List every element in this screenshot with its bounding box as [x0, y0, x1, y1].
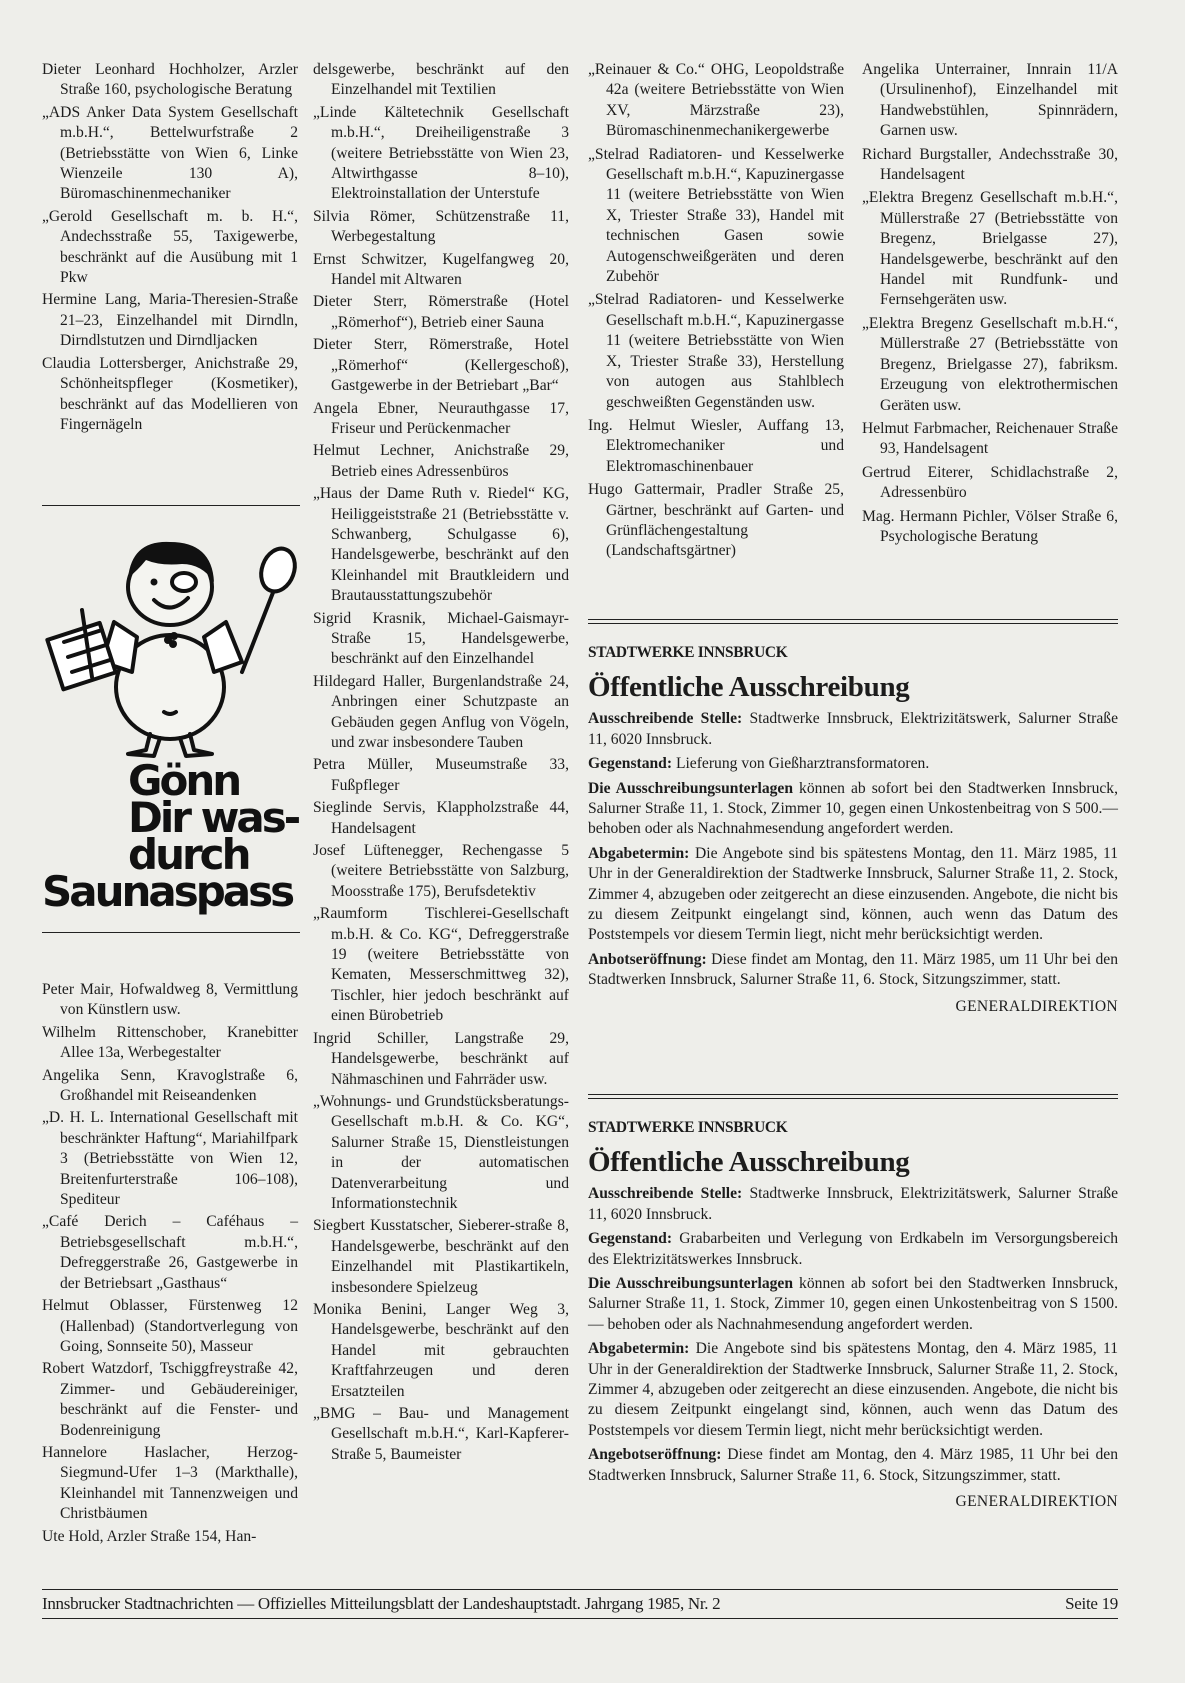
list-item: Peter Mair, Hofwaldweg 8, Vermittlung von Künstlern usw. — [42, 981, 298, 1019]
notice-paragraph: Die Ausschreibungsunterlagen können ab sofort bei den Stadtwerken Innsbruck, Salurner Straße 11, 1. Stock, Zimmer 10, gegen einen Unkostenbeitrag von S 500.— behoben oder als Nachnahmesendung angefordert werden. — [588, 779, 1118, 838]
list-item: Monika Benini, Langer Weg 3, Handelsgewerbe, beschränkt auf den Handel mit gebrauchten Kraftfahrzeugen und deren Ersatzteilen — [313, 1300, 569, 1400]
notice-label: Abgabetermin: — [588, 844, 690, 862]
list-item: Ute Hold, Arzler Straße 154, Han- — [42, 1527, 257, 1545]
slogan-line: durch — [128, 830, 249, 879]
list-item: Helmut Farbmacher, Reichenauer Straße 93, Handelsagent — [862, 419, 1118, 458]
list-item: „Haus der Dame Ruth v. Riedel“ KG, Heiliggeiststraße 21 (Betriebsstätte v. Schwanberg, Schulgasse 6), Handelsgewerbe, beschränkt auf den Kleinhandel mit Brautkleidern und Brautausstattungszubehör — [313, 485, 569, 605]
list-item: Sieglinde Servis, Klappholzstraße 44, Handelsagent — [313, 799, 569, 837]
ad-bottom-divider — [42, 932, 300, 933]
list-item: „Café Derich – Caféhaus – Betriebsgesellschaft m.b.H.“, Defreggerstraße 26, Gastgewerbe in der Betriebsart „Gasthaus“ — [42, 1213, 298, 1292]
list-item: „Elektra Bregenz Gesellschaft m.b.H.“, Müllerstraße 27 (Betriebsstätte von Bregenz, Brielgasse 27), Handelsgewerbe, beschränkt auf den Handel mit Rundfunk- und Fernsehgeräten usw. — [862, 189, 1118, 309]
list-item: „Stelrad Radiatoren- und Kesselwerke Gesellschaft m.b.H.“, Kapuzinergasse 11 (weitere Betriebsstätte von Wien X, Triester Straße 33), Herstellung von autogen aus Stahlblech geschweißten Gegenständen usw. — [588, 291, 844, 411]
notice-label: Anbotseröffnung: — [588, 950, 707, 968]
list-item: „Linde Kältetechnik Gesellschaft m.b.H.“, Dreiheiligenstraße 3 (weitere Betriebsstätte von Wien 23, Altwirthgasse 8–10), Elektroinstallation der Unterstufe — [313, 103, 569, 203]
notice-paragraph: Abgabetermin: Die Angebote sind bis spätestens Montag, den 4. März 1985, 11 Uhr in der Generaldirektion der Stadtwerke Innsbruck, Salurner Straße 11, 2. Stock, Zimmer 4, abzugeben oder zeitgerecht an diese einzusenden. Angebote, die nicht bis zu diesem Zeitpunkt eingelangt sind, können, auch wenn das Datum des Poststempels vor diesem Termin liegt, nicht mehr berücksichtigt werden. — [588, 1340, 1118, 1439]
slogan-line: Saunaspass — [42, 867, 293, 916]
list-item: Siegbert Kusstatscher, Sieberer-straße 8, Handelsgewerbe, beschränkt auf den Einzelhandel mit Plastikartikeln, insbesondere Spielzeug — [313, 1217, 569, 1296]
notice-label: Gegenstand: — [588, 755, 673, 773]
list-item: Dieter Leonhard Hochholzer, Arzler Straße 160, psychologische Beratung — [42, 61, 298, 99]
list-item: Ernst Schwitzer, Kugelfangweg 20, Handel mit Altwaren — [313, 250, 569, 289]
notice-divider — [588, 1094, 1118, 1099]
list-item: Wilhelm Rittenschober, Kranebitter Allee 13a, Werbegestalter — [42, 1023, 298, 1062]
notice-paragraph: Ausschreibende Stelle: Stadtwerke Innsbruck, Elektrizitätswerk, Salurner Straße 11, 6020 Innsbruck. — [588, 1185, 1118, 1223]
notice-label: Angebotseröffnung: — [588, 1446, 722, 1464]
sauna-mascot-icon — [42, 512, 300, 762]
notice-label: Die Ausschreibungsunterlagen — [588, 1275, 794, 1293]
list-item: „Wohnungs- und Grundstücksberatungs-Gesellschaft m.b.H. & Co. KG“, Salurner Straße 15, Dienstleistungen in der automatischen Datenverarbeitung und Informationstechnik — [313, 1092, 569, 1212]
footer-bottom-divider — [42, 1618, 1118, 1619]
list-item: delsgewerbe, beschränkt auf den Einzelhandel mit Textilien — [313, 61, 569, 99]
notice-paragraph: Ausschreibende Stelle: Stadtwerke Innsbruck, Elektrizitätswerk, Salurner Straße 11, 6020 Innsbruck. — [588, 710, 1118, 748]
publication-title: Innsbrucker Stadtnachrichten — Offizielles Mitteilungsblatt der Landeshauptstadt. Jahrgang 1985, Nr. 2 — [42, 1594, 721, 1613]
column-1-bottom — [42, 980, 298, 1549]
column-1-top — [42, 60, 298, 437]
list-item: Josef Lüftenegger, Rechengasse 5 (weitere Betriebsstätte von Salzburg, Moosstraße 175), Berufsdetektiv — [313, 842, 569, 900]
list-item: Helmut Lechner, Anichstraße 29, Betrieb eines Adressenbüros — [313, 442, 569, 480]
list-item: Hugo Gattermair, Pradler Straße 25, Gärtner, beschränkt auf Garten- und Grünflächengestaltung (Landschaftsgärtner) — [588, 481, 844, 560]
notice-label: Abgabetermin: — [588, 1340, 690, 1358]
column-3 — [588, 60, 844, 565]
column-2 — [313, 60, 569, 1467]
public-tender-notice-2 — [588, 1118, 1118, 1513]
list-item: Silvia Römer, Schützenstraße 11, Werbegestaltung — [313, 207, 569, 246]
sauna-advertisement — [42, 512, 300, 927]
notice-label: Die Ausschreibungsunterlagen — [588, 779, 794, 797]
footer-top-divider — [42, 1589, 1118, 1590]
notice-signature: GENERALDIREKTION — [955, 1493, 1118, 1511]
list-item: „Reinauer & Co.“ OHG, Leopoldstraße 42a (weitere Betriebsstätte von Wien XV, Märzstraße 23), Büromaschinenmechanikergewerbe — [588, 61, 844, 140]
notice-divider — [588, 619, 1118, 624]
notice-paragraph: Gegenstand: Grabarbeiten und Verlegung von Erdkabeln im Versorgungsbereich des Elektrizitätswerkes Innsbruck. — [588, 1230, 1118, 1268]
notice-organization: STADTWERKE INNSBRUCK — [588, 644, 788, 661]
notice-organization: STADTWERKE INNSBRUCK — [588, 1119, 788, 1136]
list-item: Angela Ebner, Neurauthgasse 17, Friseur und Perückenmacher — [313, 399, 569, 437]
ad-slogan — [42, 756, 300, 916]
slogan-line: Dir was- — [128, 793, 299, 842]
ad-top-divider — [42, 505, 300, 506]
list-item: Richard Burgstaller, Andechsstraße 30, Handelsagent — [862, 145, 1118, 184]
list-item: Robert Watzdorf, Tschiggfreystraße 42, Zimmer- und Gebäudereiniger, beschränkt auf die Fenster- und Bodenreinigung — [42, 1360, 298, 1439]
page-number: Seite 19 — [1065, 1594, 1118, 1613]
notice-title: Öffentliche Ausschreibung — [588, 671, 910, 704]
list-item: Sigrid Krasnik, Michael-Gaismayr-Straße 15, Handelsgewerbe, beschränkt auf den Einzelhandel — [313, 609, 569, 668]
notice-paragraph: Anbotseröffnung: Diese findet am Montag, den 11. März 1985, um 11 Uhr bei den Stadtwerken Innsbruck, Salurner Straße 11, 6. Stock, Sitzungszimmer, statt. — [588, 950, 1118, 989]
notice-title: Öffentliche Ausschreibung — [588, 1146, 910, 1179]
list-item: Petra Müller, Museumstraße 33, Fußpfleger — [313, 756, 569, 794]
list-item: Angelika Senn, Kravoglstraße 6, Großhandel mit Reiseandenken — [42, 1066, 298, 1105]
list-item: Angelika Unterrainer, Innrain 11/A (Ursulinenhof), Einzelhandel mit Handwebstühlen, Spinnrädern, Garnen usw. — [862, 61, 1118, 140]
notice-signature: GENERALDIREKTION — [955, 997, 1118, 1015]
public-tender-notice-1 — [588, 643, 1118, 1017]
list-item: Ing. Helmut Wiesler, Auffang 13, Elektromechaniker und Elektromaschinenbauer — [588, 416, 844, 475]
list-item: Mag. Hermann Pichler, Völser Straße 6, Psychologische Beratung — [862, 507, 1118, 545]
list-item: „ADS Anker Data System Gesellschaft m.b.H.“, Bettelwurfstraße 2 (Betriebsstätte von Wien 6, Linke Wienzeile 130 A), Büromaschinenmechaniker — [42, 103, 298, 203]
list-item: Gertrud Eiterer, Schidlachstraße 2, Adressenbüro — [862, 463, 1118, 502]
slogan-line: Gönn — [128, 756, 240, 805]
list-item: Claudia Lottersberger, Anichstraße 29, Schönheitspfleger (Kosmetiker), beschränkt auf das Modellieren von Fingernägeln — [42, 354, 298, 433]
notice-paragraph: Abgabetermin: Die Angebote sind bis spätestens Montag, den 11. März 1985, 11 Uhr in der Generaldirektion der Stadtwerke Innsbruck, Salurner Straße 11, 2. Stock, Zimmer 4, abzugeben oder zeitgerecht an diese einzusenden. Angebote, die nicht bis zu diesem Zeitpunkt eingelangt sind, können, auch wenn das Datum des Poststempels vor diesem Termin liegt, nicht mehr berücksichtigt werden. — [588, 844, 1118, 944]
list-item: „BMG – Bau- und Management Gesellschaft m.b.H.“, Karl-Kapferer-Straße 5, Baumeister — [313, 1405, 569, 1463]
list-item: „D. H. L. International Gesellschaft mit beschränkter Haftung“, Mariahilfpark 3 (Betriebsstätte von Wien 12, Breitenfurterstraße 106–108), Spediteur — [42, 1109, 298, 1209]
list-item: „Elektra Bregenz Gesellschaft m.b.H.“, Müllerstraße 27 (Betriebsstätte von Bregenz, Brielgasse 27), fabriksm. Erzeugung von elektrothermischen Geräten usw. — [862, 314, 1118, 414]
notice-paragraph: Die Ausschreibungsunterlagen können ab sofort bei den Stadtwerken Innsbruck, Salurner Straße 11, 1. Stock, Zimmer 10, gegen einen Unkostenbeitrag von S 1500.— behoben oder als Nachnahmesendung angefordert werden. — [588, 1275, 1118, 1333]
page-footer — [42, 1593, 1118, 1615]
list-item: Hannelore Haslacher, Herzog-Siegmund-Ufer 1–3 (Markthalle), Kleinhandel mit Tannenzweigen und Christbäumen — [42, 1443, 298, 1523]
notice-label: Ausschreibende Stelle: — [588, 1185, 743, 1203]
list-item: Hildegard Haller, Burgenlandstraße 24, Anbringen einer Schutzpaste an Gebäuden gegen Anflug von Vögeln, und zwar insbesondere Tauben — [313, 672, 569, 751]
list-item: Hermine Lang, Maria-Theresien-Straße 21–23, Einzelhandel mit Dirndln, Dirndlstutzen und Dirndljacken — [42, 291, 298, 350]
list-item: Helmut Oblasser, Fürstenweg 12 (Hallenbad) (Standortverlegung von Going, Sonnseite 50), Masseur — [42, 1297, 298, 1355]
list-item: Dieter Sterr, Römerstraße, Hotel „Römerhof“ (Kellergeschoß), Gastgewerbe in der Betriebart „Bar“ — [313, 336, 569, 395]
list-item: „Stelrad Radiatoren- und Kesselwerke Gesellschaft m.b.H.“, Kapuzinergasse 11 (weitere Betriebsstätte von Wien X, Triester Straße 33), Handel mit technischen Gasen sowie Autogenschweißgeräten und deren Zubehör — [588, 145, 844, 286]
list-item: „Raumform Tischlerei-Gesellschaft m.b.H. & Co. KG“, Defreggerstraße 19 (weitere Betriebsstätte von Kematen, Messerschmittweg 32), Tischler, hier jedoch beschränkt auf einen Bürobetrieb — [313, 905, 569, 1025]
list-item: Ingrid Schiller, Langstraße 29, Handelsgewerbe, beschränkt auf Nähmaschinen und Fahrräder usw. — [313, 1029, 569, 1088]
notice-paragraph: Angebotseröffnung: Diese findet am Montag, den 4. März 1985, 11 Uhr bei den Stadtwerken Innsbruck, Salurner Straße 11, 6. Stock, Sitzungszimmer, statt. — [588, 1446, 1118, 1484]
notice-label: Gegenstand: — [588, 1230, 673, 1248]
list-item: Dieter Sterr, Römerstraße (Hotel „Römerhof“), Betrieb einer Sauna — [313, 293, 569, 331]
notice-label: Ausschreibende Stelle: — [588, 710, 743, 728]
list-item: „Gerold Gesellschaft m. b. H.“, Andechsstraße 55, Taxigewerbe, beschränkt auf die Ausübung mit 1 Pkw — [42, 207, 298, 287]
notice-paragraph: Gegenstand: Lieferung von Gießharztransformatoren. — [588, 755, 930, 773]
column-4 — [862, 60, 1118, 550]
